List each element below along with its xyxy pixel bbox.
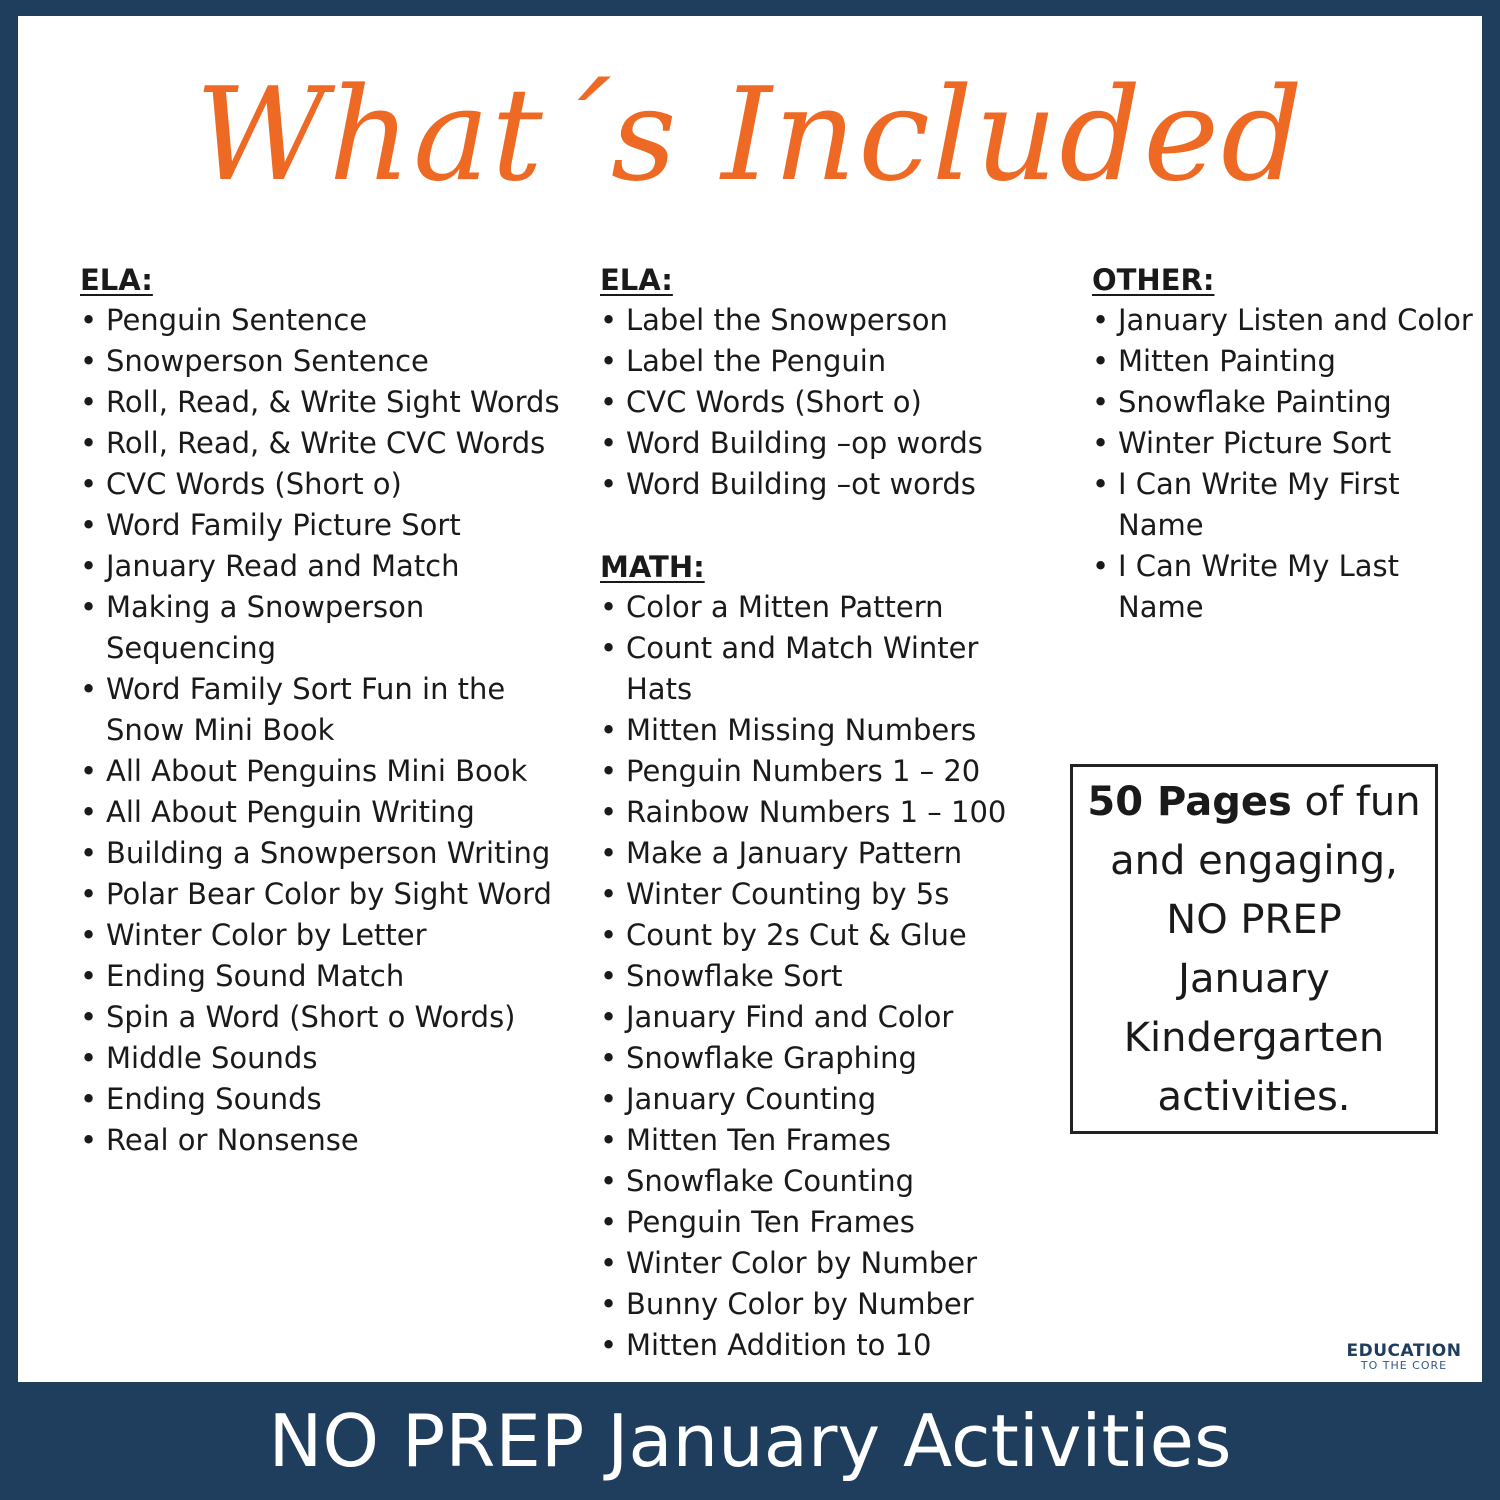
list-item: • Label the Penguin — [600, 341, 1040, 382]
list-item: • January Find and Color — [600, 997, 1040, 1038]
list-item: • Bunny Color by Number — [600, 1284, 1040, 1325]
list-item: • Making a Snowperson Sequencing — [80, 587, 560, 669]
list-item: • Snowflake Counting — [600, 1161, 1040, 1202]
brand-logo — [1334, 1342, 1474, 1372]
list-item: • Ending Sounds — [80, 1079, 560, 1120]
list-item: • Count by 2s Cut & Glue — [600, 915, 1040, 956]
list-item: • Count and Match Winter Hats — [600, 628, 1040, 710]
callout-line-4: January — [1178, 956, 1330, 1002]
list-item: • Roll, Read, & Write CVC Words — [80, 423, 560, 464]
list-item: • Penguin Numbers 1 – 20 — [600, 751, 1040, 792]
list-item: • Mitten Addition to 10 — [600, 1325, 1040, 1366]
section-heading-other: OTHER: — [1092, 263, 1215, 297]
list-item: • Color a Mitten Pattern — [600, 587, 1040, 628]
page-count-text: 50 Pages — [1087, 779, 1292, 825]
list-item: • Word Family Sort Fun in the Snow Mini Book — [80, 669, 560, 751]
list-item: • All About Penguins Mini Book — [80, 751, 560, 792]
callout-line-1 — [1073, 773, 1435, 832]
list-item: • Winter Color by Letter — [80, 915, 560, 956]
other-list — [1092, 300, 1482, 628]
column-ela-math — [600, 260, 1040, 1366]
list-item: • January Counting — [600, 1079, 1040, 1120]
callout-line-6: activities. — [1157, 1074, 1351, 1120]
list-item: • Mitten Painting — [1092, 341, 1482, 382]
list-item: • Label the Snowperson — [600, 300, 1040, 341]
column-other — [1092, 260, 1482, 628]
list-item: • CVC Words (Short o) — [80, 464, 560, 505]
list-item: • Middle Sounds — [80, 1038, 560, 1079]
list-item: • Snowperson Sentence — [80, 341, 560, 382]
ela-list-2 — [600, 300, 1040, 505]
section-heading-math: MATH: — [600, 550, 705, 584]
callout-line-1-rest: of fun — [1291, 779, 1421, 825]
list-item: • January Listen and Color — [1092, 300, 1482, 341]
logo-tagline: TO THE CORE — [1360, 1359, 1448, 1372]
page-title: What´s Included — [195, 61, 1305, 210]
list-item: • Winter Picture Sort — [1092, 423, 1482, 464]
callout-line-2: and engaging, — [1110, 838, 1398, 884]
list-item: • Make a January Pattern — [600, 833, 1040, 874]
list-item: • I Can Write My First Name — [1092, 464, 1482, 546]
list-item: • Snowflake Sort — [600, 956, 1040, 997]
column-ela-1 — [80, 260, 560, 1161]
list-item: • Mitten Ten Frames — [600, 1120, 1040, 1161]
list-item: • Word Family Picture Sort — [80, 505, 560, 546]
list-item: • Winter Color by Number — [600, 1243, 1040, 1284]
list-item: • Snowflake Graphing — [600, 1038, 1040, 1079]
list-item: • Winter Counting by 5s — [600, 874, 1040, 915]
section-heading-ela: ELA: — [80, 263, 153, 297]
content-panel — [18, 16, 1482, 1382]
list-item: • Building a Snowperson Writing — [80, 833, 560, 874]
list-item: • Polar Bear Color by Sight Word — [80, 874, 560, 915]
list-item: • Rainbow Numbers 1 – 100 — [600, 792, 1040, 833]
list-item: • Roll, Read, & Write Sight Words — [80, 382, 560, 423]
math-list — [600, 587, 1040, 1366]
list-item: • All About Penguin Writing — [80, 792, 560, 833]
ela-list — [80, 300, 560, 1161]
list-item: • Mitten Missing Numbers — [600, 710, 1040, 751]
list-item: • Real or Nonsense — [80, 1120, 560, 1161]
list-item: • Word Building –ot words — [600, 464, 1040, 505]
list-item: • Penguin Sentence — [80, 300, 560, 341]
list-item: • I Can Write My Last Name — [1092, 546, 1482, 628]
list-item: • Penguin Ten Frames — [600, 1202, 1040, 1243]
list-item: • Spin a Word (Short o Words) — [80, 997, 560, 1038]
list-item: • January Read and Match — [80, 546, 560, 587]
list-item: • CVC Words (Short o) — [600, 382, 1040, 423]
list-item: • Ending Sound Match — [80, 956, 560, 997]
list-item: • Snowflake Painting — [1092, 382, 1482, 423]
callout-line-3: NO PREP — [1166, 897, 1342, 943]
section-heading-ela: ELA: — [600, 263, 673, 297]
logo-wordmark: EDUCATION — [1346, 1341, 1462, 1361]
footer-banner: NO PREP January Activities — [0, 1382, 1500, 1500]
list-item: • Word Building –op words — [600, 423, 1040, 464]
callout-line-5: Kindergarten — [1123, 1015, 1385, 1061]
pages-callout-box — [1070, 764, 1438, 1134]
